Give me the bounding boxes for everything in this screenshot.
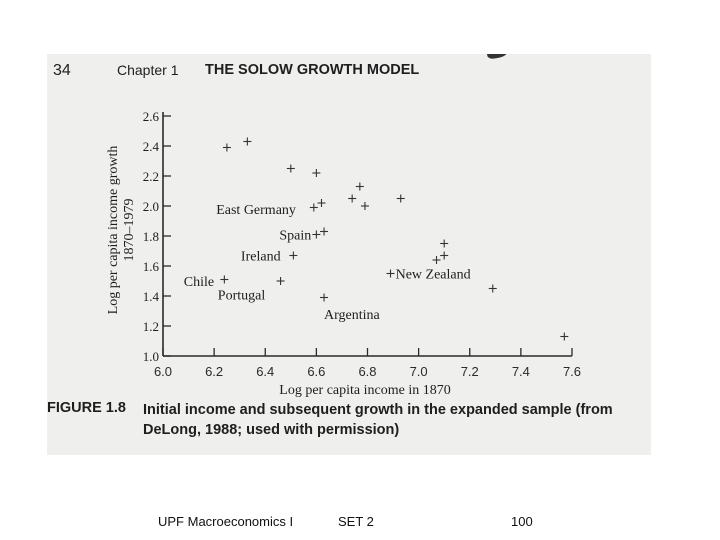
- data-point: [310, 204, 318, 212]
- data-point: [312, 231, 320, 239]
- y-axis-label-years: 1870–1979: [122, 198, 137, 262]
- country-label: Spain: [279, 228, 312, 244]
- x-tick-label: 7.4: [511, 364, 530, 379]
- x-tick-label: 7.0: [409, 364, 428, 379]
- y-tick-label: 1.4: [142, 289, 159, 304]
- data-point: [220, 276, 228, 284]
- footer-course: UPF Macroeconomics I: [158, 514, 294, 529]
- chapter-label: Chapter 1: [117, 62, 179, 78]
- data-point: [440, 240, 448, 248]
- data-point: [289, 252, 297, 260]
- x-tick-label: 6.0: [153, 364, 173, 379]
- x-tick-label: 7.6: [562, 364, 582, 379]
- x-tick-label: 6.8: [358, 364, 377, 379]
- x-axis-label: Log per capita income in 1870: [279, 383, 451, 398]
- y-tick-label: 1.8: [142, 229, 159, 244]
- data-point: [243, 138, 251, 146]
- figure-caption: Initial income and subsequent growth in the expanded sample (from DeLong, 1988; used with permission): [143, 402, 613, 438]
- data-point: [361, 202, 369, 210]
- chapter-title: THE SOLOW GROWTH MODEL: [205, 62, 420, 78]
- figure-label: FIGURE 1.8: [47, 400, 126, 416]
- y-axis-label: Log per capita income growth: [106, 145, 121, 315]
- footer-set: SET 2: [338, 514, 374, 529]
- x-tick-label: 6.2: [205, 364, 224, 379]
- data-point: [320, 294, 328, 302]
- scatter-chart: [47, 54, 651, 399]
- data-point: [317, 199, 325, 207]
- y-tick-label: 2.2: [142, 169, 159, 184]
- y-tick-label: 2.4: [142, 139, 159, 154]
- x-tick-label: 7.2: [460, 364, 479, 379]
- country-label: Ireland: [240, 249, 281, 265]
- chart-annotations: [184, 203, 471, 323]
- data-point: [440, 252, 448, 260]
- scanned-book-page: [47, 54, 651, 455]
- data-point: [560, 333, 568, 341]
- x-tick-label: 6.4: [256, 364, 275, 379]
- data-point: [387, 270, 395, 278]
- country-label: New Zealand: [395, 267, 471, 283]
- y-tick-label: 1.0: [142, 349, 159, 364]
- data-point: [356, 183, 364, 191]
- data-point: [433, 256, 441, 264]
- data-point: [320, 228, 328, 236]
- x-tick-label: 6.6: [307, 364, 326, 379]
- data-point: [287, 165, 295, 173]
- data-point: [312, 169, 320, 177]
- country-label: East Germany: [216, 203, 296, 218]
- y-tick-label: 2.6: [142, 109, 159, 124]
- data-point: [348, 195, 356, 203]
- data-point: [277, 277, 285, 285]
- chart-ticks: [143, 109, 581, 379]
- country-label: Chile: [183, 275, 215, 290]
- chart-points: [217, 138, 568, 341]
- country-label: Portugal: [217, 288, 266, 304]
- book-page-number: 34: [53, 62, 71, 79]
- country-label: Argentina: [324, 308, 380, 323]
- y-tick-label: 1.2: [142, 319, 159, 334]
- data-point: [489, 285, 497, 293]
- footer-page-number: 100: [511, 514, 533, 529]
- data-point: [223, 144, 231, 152]
- data-point: [397, 195, 405, 203]
- y-tick-label: 1.6: [142, 259, 159, 274]
- y-tick-label: 2.0: [142, 199, 159, 214]
